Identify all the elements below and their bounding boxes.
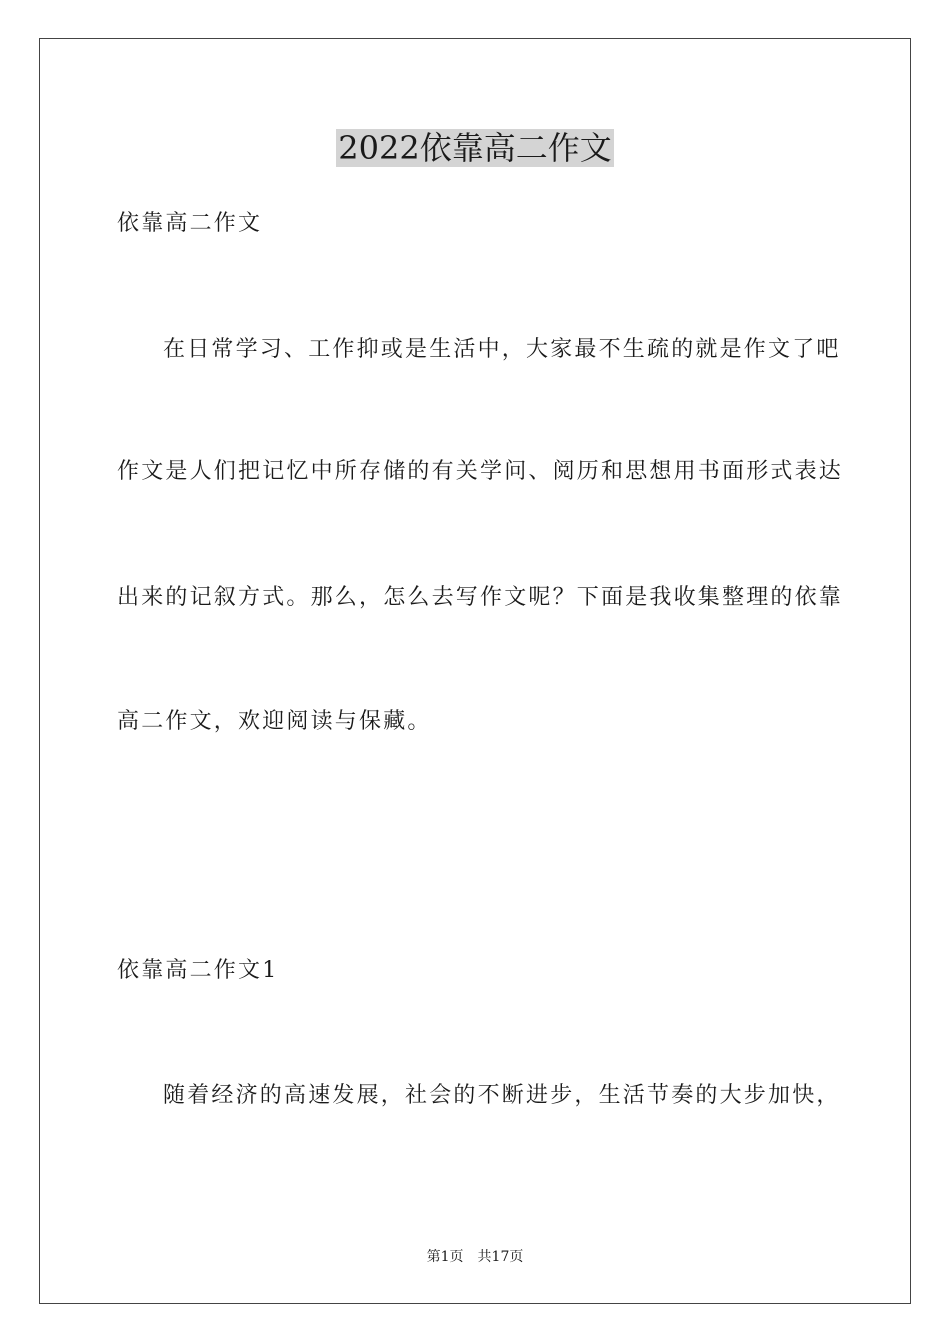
document-title-text: 2022依靠高二作文 — [338, 129, 612, 167]
page-number-current: 第1页 — [426, 1249, 464, 1265]
intro-paragraph-line-1: 在日常学习、工作抑或是生活中，大家最不生疏的就是作文了吧 — [163, 337, 841, 362]
intro-paragraph-line-3: 出来的记叙方式。那么，怎么去写作文呢？下面是我收集整理的依靠 — [117, 585, 844, 610]
document-title — [0, 126, 950, 170]
intro-paragraph-line-2: 作文是人们把记忆中所存储的有关学问、阅历和思想用书面形式表达 — [117, 459, 844, 484]
page-number-total: 共17页 — [477, 1249, 524, 1265]
document-subtitle: 依靠高二作文 — [117, 211, 263, 236]
intro-paragraph-line-4: 高二作文，欢迎阅读与保藏。 — [117, 709, 432, 734]
section-heading: 依靠高二作文1 — [117, 958, 279, 983]
section-paragraph-line-1: 随着经济的高速发展，社会的不断进步，生活节奏的大步加快， — [163, 1083, 841, 1108]
page-footer — [0, 1247, 950, 1267]
